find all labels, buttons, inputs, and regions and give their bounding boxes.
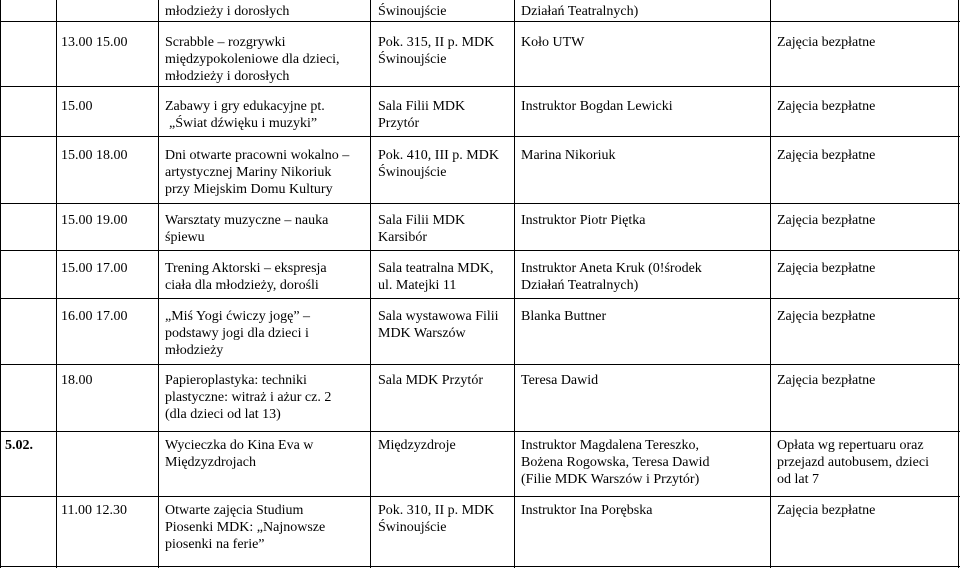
lead-cell bbox=[521, 437, 766, 488]
note-cell bbox=[777, 437, 957, 488]
time-cell: 15.00 18.00 bbox=[61, 148, 128, 163]
place-line: Karsibór bbox=[378, 230, 427, 245]
lead-line: Instruktor Aneta Kruk (0!środek bbox=[521, 261, 702, 276]
note-line: Zajęcia bezpłatne bbox=[777, 35, 876, 50]
event-line: Zabawy i gry edukacyjne pt. bbox=[165, 99, 325, 114]
column-divider bbox=[0, 0, 1, 568]
note-line: Zajęcia bezpłatne bbox=[777, 503, 876, 518]
note-line: Zajęcia bezpłatne bbox=[777, 309, 876, 324]
column-divider bbox=[56, 0, 57, 568]
note-line: przejazd autobusem, dzieci bbox=[777, 455, 929, 470]
event-cell bbox=[165, 502, 365, 553]
lead-cell bbox=[521, 34, 766, 51]
row-divider bbox=[0, 566, 960, 567]
place-line: Świnoujście bbox=[378, 52, 447, 67]
place-line: ul. Matejki 11 bbox=[378, 278, 457, 293]
lead-line: Bożena Rogowska, Teresa Dawid bbox=[521, 455, 710, 470]
lead-line: Instruktor Bogdan Lewicki bbox=[521, 99, 673, 114]
event-line: „Świat dźwięku i muzyki” bbox=[169, 116, 318, 131]
event-cell bbox=[165, 372, 365, 423]
event-line: artystycznej Mariny Nikoriuk bbox=[165, 165, 332, 180]
event-line: piosenki na ferie” bbox=[165, 537, 265, 552]
event-cell bbox=[165, 212, 365, 246]
column-divider bbox=[370, 0, 371, 568]
place-cell bbox=[378, 147, 513, 181]
lead-cell bbox=[521, 260, 766, 294]
event-cell bbox=[165, 260, 365, 294]
column-divider bbox=[958, 0, 959, 568]
row-divider bbox=[0, 496, 960, 497]
column-divider bbox=[158, 0, 159, 568]
note-line: od lat 7 bbox=[777, 472, 819, 487]
event-line: młodzieży i dorosłych bbox=[165, 4, 290, 19]
time-cell: 15.00 17.00 bbox=[61, 261, 128, 276]
lead-line: Teresa Dawid bbox=[521, 373, 599, 388]
time-cell: 16.00 17.00 bbox=[61, 309, 128, 324]
event-line: podstawy jogi dla dzieci i bbox=[165, 326, 309, 341]
event-line: Trening Aktorski – ekspresja bbox=[165, 261, 327, 276]
row-divider bbox=[0, 431, 960, 432]
lead-cell bbox=[521, 308, 766, 325]
row-divider bbox=[0, 136, 960, 137]
note-line: Zajęcia bezpłatne bbox=[777, 148, 876, 163]
note-cell bbox=[777, 34, 957, 51]
place-cell bbox=[378, 260, 513, 294]
lead-line: Koło UTW bbox=[521, 35, 585, 50]
lead-line: Instruktor Piotr Piętka bbox=[521, 213, 646, 228]
event-line: Otwarte zajęcia Studium bbox=[165, 503, 304, 518]
lead-cell bbox=[521, 502, 766, 519]
row-divider bbox=[0, 21, 960, 22]
place-cell bbox=[378, 34, 513, 68]
note-cell bbox=[777, 98, 957, 115]
time-cell: 13.00 15.00 bbox=[61, 35, 128, 50]
event-line: Papieroplastyka: techniki bbox=[165, 373, 307, 388]
note-cell bbox=[777, 502, 957, 519]
place-line: Sala MDK Przytór bbox=[378, 373, 483, 388]
event-line: ciała dla młodzieży, dorośli bbox=[165, 278, 319, 293]
place-cell bbox=[378, 3, 513, 20]
place-cell bbox=[378, 502, 513, 536]
lead-line: Działań Teatralnych) bbox=[521, 4, 639, 19]
event-line: Międzyzdrojach bbox=[165, 455, 256, 470]
place-line: Sala Filii MDK bbox=[378, 213, 466, 228]
event-line: Piosenki MDK: „Najnowsze bbox=[165, 520, 326, 535]
place-line: Świnoujście bbox=[378, 165, 447, 180]
event-line: Wycieczka do Kina Eva w bbox=[165, 438, 314, 453]
lead-line: Marina Nikoriuk bbox=[521, 148, 616, 163]
lead-cell bbox=[521, 212, 766, 229]
note-cell bbox=[777, 372, 957, 389]
place-cell bbox=[378, 98, 513, 132]
place-cell bbox=[378, 212, 513, 246]
lead-cell bbox=[521, 147, 766, 164]
row-divider bbox=[0, 298, 960, 299]
place-line: MDK Warszów bbox=[378, 326, 466, 341]
lead-cell bbox=[521, 3, 766, 20]
lead-cell bbox=[521, 98, 766, 115]
lead-line: (Filie MDK Warszów i Przytór) bbox=[521, 472, 700, 487]
event-line: (dla dzieci od lat 13) bbox=[165, 407, 281, 422]
time-cell: 11.00 12.30 bbox=[61, 503, 127, 518]
row-divider bbox=[0, 250, 960, 251]
note-line: Zajęcia bezpłatne bbox=[777, 373, 876, 388]
place-line: Międzyzdroje bbox=[378, 438, 456, 453]
time-cell: 15.00 19.00 bbox=[61, 213, 128, 228]
note-cell bbox=[777, 147, 957, 164]
place-line: Pok. 410, III p. MDK bbox=[378, 148, 499, 163]
note-line: Opłata wg repertuaru oraz bbox=[777, 438, 924, 453]
time-cell: 18.00 bbox=[61, 373, 93, 388]
place-cell bbox=[378, 437, 513, 454]
place-line: Sala Filii MDK bbox=[378, 99, 466, 114]
event-cell bbox=[165, 437, 365, 471]
place-line: Świnoujście bbox=[378, 4, 447, 19]
place-line: Sala wystawowa Filii bbox=[378, 309, 499, 324]
event-line: Warsztaty muzyczne – nauka bbox=[165, 213, 329, 228]
event-line: śpiewu bbox=[165, 230, 205, 245]
row-divider bbox=[0, 203, 960, 204]
column-divider bbox=[770, 0, 771, 568]
event-line: „Miś Yogi ćwiczy jogę” – bbox=[165, 309, 311, 324]
place-line: Sala teatralna MDK, bbox=[378, 261, 494, 276]
date-cell: 5.02. bbox=[5, 438, 33, 453]
note-cell bbox=[777, 308, 957, 325]
event-line: Dni otwarte pracowni wokalno – bbox=[165, 148, 350, 163]
event-cell bbox=[165, 34, 365, 85]
time-cell: 15.00 bbox=[61, 99, 93, 114]
place-line: Świnoujście bbox=[378, 520, 447, 535]
place-line: Przytór bbox=[378, 116, 420, 131]
column-divider bbox=[514, 0, 515, 568]
place-cell bbox=[378, 372, 513, 389]
event-line: przy Miejskim Domu Kultury bbox=[165, 182, 333, 197]
event-line: młodzieży bbox=[165, 343, 224, 358]
event-cell bbox=[165, 308, 365, 359]
place-line: Pok. 310, II p. MDK bbox=[378, 503, 495, 518]
event-line: międzypokoleniowe dla dzieci, bbox=[165, 52, 340, 67]
event-cell bbox=[165, 98, 365, 132]
lead-line: Działań Teatralnych) bbox=[521, 278, 639, 293]
event-line: młodzieży i dorosłych bbox=[165, 69, 290, 84]
row-divider bbox=[0, 86, 960, 87]
event-line: Scrabble – rozgrywki bbox=[165, 35, 286, 50]
lead-line: Instruktor Ina Porębska bbox=[521, 503, 653, 518]
note-line: Zajęcia bezpłatne bbox=[777, 99, 876, 114]
event-line: plastyczne: witraż i ażur cz. 2 bbox=[165, 390, 332, 405]
note-cell bbox=[777, 260, 957, 277]
lead-line: Instruktor Magdalena Tereszko, bbox=[521, 438, 699, 453]
place-line: Pok. 315, II p. MDK bbox=[378, 35, 495, 50]
event-cell bbox=[165, 3, 365, 20]
place-cell bbox=[378, 308, 513, 342]
note-line: Zajęcia bezpłatne bbox=[777, 261, 876, 276]
lead-line: Blanka Buttner bbox=[521, 309, 607, 324]
event-cell bbox=[165, 147, 365, 198]
note-cell bbox=[777, 212, 957, 229]
lead-cell bbox=[521, 372, 766, 389]
row-divider bbox=[0, 364, 960, 365]
note-line: Zajęcia bezpłatne bbox=[777, 213, 876, 228]
